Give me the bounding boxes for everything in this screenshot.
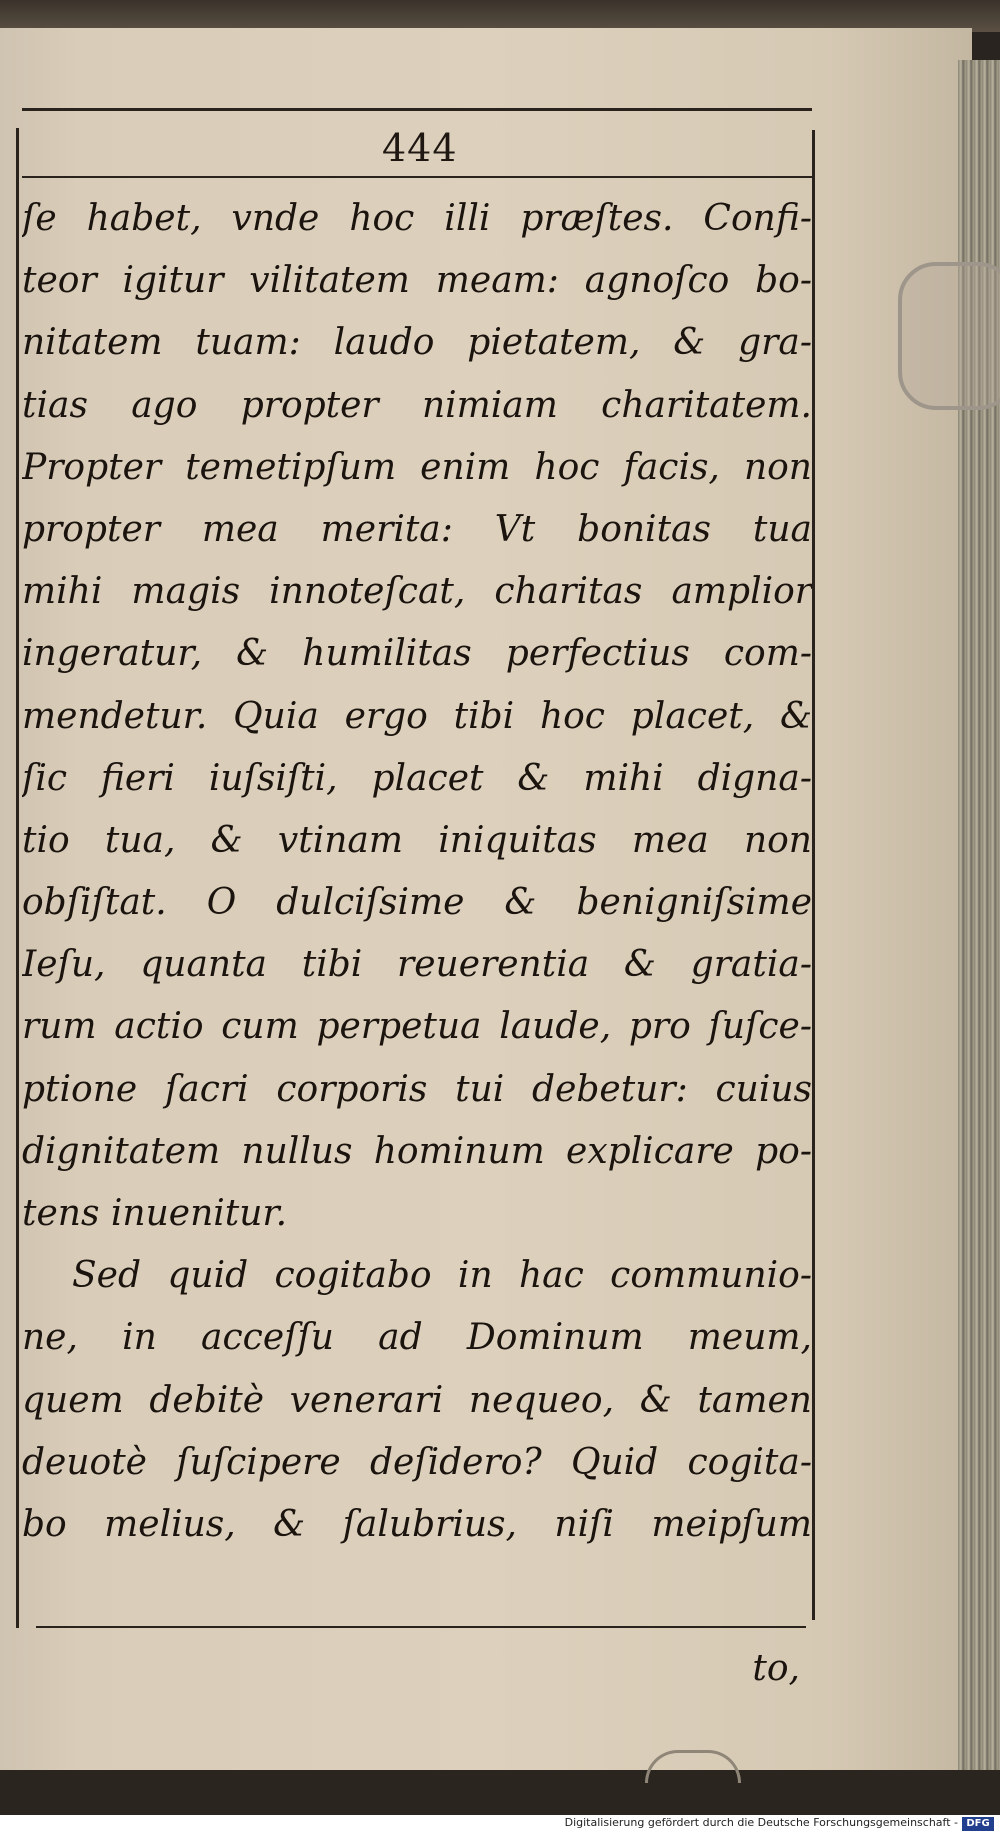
text-line: Ieſu, quanta tibi reuerentia & gratia- — [22, 944, 812, 986]
frame-bottom-rule — [36, 1626, 806, 1628]
book-clasp-bottom — [645, 1750, 741, 1783]
page-text — [22, 188, 812, 1556]
text-line: quem debitè venerari nequeo, & tamen — [22, 1379, 812, 1421]
text-line: ſe habet, vnde hoc illi præſtes. Confi- — [22, 198, 812, 239]
text-line: rum actio cum perpetua laude, pro ſuſce- — [22, 1006, 812, 1048]
text-line: mendetur. Quia ergo tibi hoc placet, & — [22, 695, 812, 737]
frame-left-rule — [16, 128, 19, 1628]
frame-right-rule — [812, 130, 815, 1620]
text-line: ptione ſacri corporis tui debetur: cuius — [22, 1068, 812, 1110]
header-rule — [22, 176, 812, 178]
page-number: 444 — [382, 126, 458, 170]
text-line: tio tua, & vtinam iniquitas mea non — [22, 819, 812, 861]
text-line: nitatem tuam: laudo pietatem, & gra- — [22, 322, 812, 364]
text-line: ſic fieri iuſsiſti, placet & mihi digna- — [22, 757, 812, 799]
scan-bottom-shadow — [0, 1770, 1000, 1815]
text-line: tias ago propter nimiam charitatem. — [22, 384, 812, 426]
frame-top-rule — [22, 108, 812, 111]
text-line: mihi magis innoteſcat, charitas amplior — [22, 571, 812, 613]
catchword: to, — [752, 1648, 800, 1689]
text-line: ne, in acceſſu ad Dominum meum, — [22, 1317, 812, 1359]
funding-credit: Digitalisierung gefördert durch die Deutsche Forschungsgemeinschaft - — [564, 1816, 958, 1829]
text-line: bo melius, & ſalubrius, niſi meipſum — [22, 1503, 812, 1545]
text-line: ingeratur, & humilitas perfectius com- — [22, 633, 812, 675]
paragraph-start-line: Sed quid cogitabo in hac communio- — [72, 1255, 812, 1297]
book-clasp — [898, 262, 1000, 410]
text-line: tens inuenitur. — [22, 1193, 288, 1234]
text-line: obſiſtat. O dulciſsime & benigniſsime — [22, 882, 812, 924]
text-line: deuotè ſuſcipere deſidero? Quid cogita- — [22, 1441, 812, 1483]
text-line: propter mea merita: Vt bonitas tua — [22, 508, 812, 550]
text-line: dignitatem nullus hominum explicare po- — [22, 1130, 812, 1172]
text-line: teor igitur vilitatem meam: agnoſco bo- — [22, 260, 812, 302]
dfg-logo: DFG — [962, 1817, 994, 1831]
text-line: Propter temetipſum enim hoc facis, non — [22, 446, 812, 488]
